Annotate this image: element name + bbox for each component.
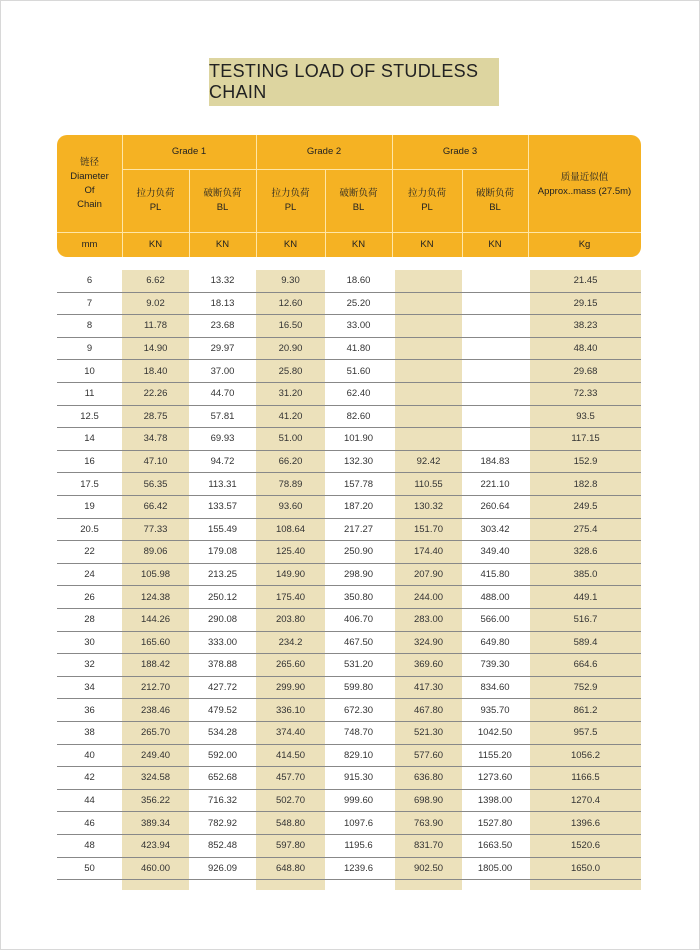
- table-row: [57, 451, 641, 474]
- g1-bl-header: 破断负荷 BL: [203, 188, 242, 213]
- table-row: [57, 812, 641, 835]
- cell-mass: 957.5: [573, 727, 598, 739]
- title-banner: [209, 58, 499, 106]
- cell-g2-pl: 93.60: [278, 501, 303, 513]
- cell-diameter: 38: [84, 727, 95, 739]
- cell-g3-bl: 649.80: [480, 636, 510, 648]
- cell-diameter: 34: [84, 682, 95, 694]
- cell-diameter: 19: [84, 501, 95, 513]
- cell-g2-pl: 374.40: [275, 727, 306, 739]
- cell-g1-bl: 782.92: [207, 817, 238, 829]
- cell-mass: 1520.6: [570, 840, 601, 852]
- cell-g1-bl: 479.52: [207, 704, 238, 716]
- cell-diameter: 50: [84, 862, 95, 874]
- cell-g3-pl: 130.32: [413, 501, 444, 513]
- cell-g3-pl: 763.90: [413, 817, 444, 829]
- cell-g1-pl: 22.26: [143, 388, 168, 400]
- table-row: [57, 564, 641, 587]
- cell-g2-bl: 531.20: [343, 659, 374, 671]
- table-row: [57, 677, 641, 700]
- cell-g2-bl: 51.60: [346, 365, 371, 377]
- cell-g1-pl: 188.42: [140, 659, 171, 671]
- cell-g2-bl: 599.80: [343, 682, 374, 694]
- cell-diameter: 16: [84, 456, 95, 468]
- cell-g2-pl: 16.50: [278, 320, 303, 332]
- cell-g3-pl: 369.60: [413, 659, 444, 671]
- cell-g1-bl: 716.32: [207, 795, 238, 807]
- cell-g1-pl: 34.78: [143, 433, 168, 445]
- unit-kn: KN: [420, 238, 434, 250]
- cell-mass: 249.5: [573, 501, 598, 513]
- cell-mass: 1396.6: [570, 817, 601, 829]
- cell-g2-pl: 457.70: [275, 772, 306, 784]
- cell-g2-pl: 25.80: [278, 365, 303, 377]
- cell-g2-pl: 41.20: [278, 410, 303, 422]
- cell-g2-pl: 336.10: [275, 704, 306, 716]
- cell-g2-bl: 157.78: [343, 478, 374, 490]
- cell-g1-pl: 212.70: [140, 682, 171, 694]
- cell-g2-bl: 1195.6: [344, 840, 373, 852]
- table-row: [57, 428, 641, 451]
- cell-g1-bl: 378.88: [207, 659, 238, 671]
- cell-diameter: 26: [84, 591, 95, 603]
- cell-g2-bl: 101.90: [343, 433, 374, 445]
- cell-g1-bl: 179.08: [207, 546, 238, 558]
- cell-g2-bl: 18.60: [346, 275, 371, 287]
- cell-g3-bl: [462, 315, 528, 337]
- cell-diameter: 9: [86, 343, 93, 355]
- cell-g1-bl: 333.00: [207, 636, 238, 648]
- cell-mass: 1166.5: [571, 772, 600, 784]
- cell-g1-pl: 165.60: [140, 636, 171, 648]
- cell-g2-pl: 203.80: [275, 614, 306, 626]
- cell-g2-pl: 502.70: [275, 795, 306, 807]
- cell-g2-pl: 175.40: [275, 591, 306, 603]
- cell-g2-bl: 467.50: [343, 636, 374, 648]
- cell-g1-bl: 852.48: [207, 840, 238, 852]
- cell-g2-bl: 915.30: [343, 772, 374, 784]
- cell-g2-bl: 829.10: [343, 749, 374, 761]
- cell-g3-bl: 566.00: [480, 614, 510, 626]
- cell-g1-bl: 250.12: [207, 591, 238, 603]
- cell-g3-pl: 110.55: [414, 478, 443, 490]
- cell-g3-bl: 1042.50: [477, 727, 513, 739]
- cell-g1-pl: 460.00: [140, 862, 171, 874]
- cell-g2-pl: 9.30: [281, 275, 300, 287]
- cell-mass: 385.0: [573, 569, 598, 581]
- cell-g1-bl: 652.68: [207, 772, 238, 784]
- cell-g2-pl: 66.20: [278, 456, 303, 468]
- cell-mass: 328.6: [573, 546, 598, 558]
- unit-kn: KN: [215, 238, 230, 250]
- cell-diameter: 40: [84, 749, 95, 761]
- cell-mass: 275.4: [573, 523, 598, 535]
- table-row: [57, 609, 641, 632]
- cell-g3-pl: [395, 406, 462, 428]
- cell-g1-bl: 57.81: [210, 410, 235, 422]
- table-row: [57, 270, 641, 293]
- cell-g3-bl: [462, 293, 528, 315]
- unit-kg: Kg: [578, 238, 591, 250]
- g2-pl-header: 拉力负荷 PL: [271, 188, 310, 213]
- cell-g1-bl: 29.97: [210, 343, 235, 355]
- cell-g3-pl: 174.40: [413, 546, 444, 558]
- cell-g3-bl: [462, 428, 528, 450]
- cell-g3-bl: 935.70: [480, 704, 510, 716]
- cell-g3-pl: 207.90: [413, 569, 444, 581]
- table-row: [57, 722, 641, 745]
- cell-g1-pl: 105.98: [140, 569, 171, 581]
- cell-g3-pl: 902.50: [413, 862, 444, 874]
- cell-mass: 516.7: [573, 614, 598, 626]
- cell-g1-pl: 324.58: [140, 772, 171, 784]
- cell-diameter: 46: [84, 817, 95, 829]
- cell-g3-bl: 1663.50: [477, 840, 513, 852]
- grade-2-header: Grade 2: [306, 146, 342, 158]
- unit-mm: mm: [81, 238, 98, 250]
- table-row: [57, 745, 641, 768]
- cell-g3-bl: 1805.00: [477, 862, 513, 874]
- cell-g2-pl: 108.64: [275, 523, 306, 535]
- unit-kn: KN: [488, 238, 502, 250]
- cell-g3-bl: [462, 270, 528, 292]
- table-row: [57, 767, 641, 790]
- cell-mass: 48.40: [573, 343, 598, 355]
- table-row: [57, 473, 641, 496]
- cell-g1-pl: 389.34: [140, 817, 171, 829]
- cell-diameter: 32: [84, 659, 95, 671]
- cell-g3-pl: 417.30: [413, 682, 444, 694]
- cell-g2-bl: 748.70: [343, 727, 374, 739]
- table-row: [57, 790, 641, 813]
- cell-diameter: 24: [84, 569, 95, 581]
- cell-g3-pl: 521.30: [413, 727, 444, 739]
- cell-g1-bl: 94.72: [210, 456, 235, 468]
- cell-mass: 93.5: [576, 410, 595, 422]
- cell-g3-bl: 184.83: [480, 456, 510, 468]
- cell-mass: 117.15: [571, 433, 600, 445]
- cell-g2-bl: 187.20: [343, 501, 374, 513]
- cell-diameter: 20.5: [80, 523, 99, 535]
- cell-g1-pl: 89.06: [143, 546, 168, 558]
- table-row: [57, 383, 641, 406]
- cell-g1-bl: 290.08: [207, 614, 238, 626]
- cell-mass: 589.4: [573, 636, 598, 648]
- cell-mass: 861.2: [573, 704, 598, 716]
- cell-g3-bl: [462, 360, 528, 382]
- cell-g1-pl: 144.26: [140, 614, 171, 626]
- cell-g1-pl: 18.40: [143, 365, 168, 377]
- cell-g3-pl: [395, 428, 462, 450]
- cell-g2-bl: 1239.6: [343, 862, 374, 874]
- cell-g2-bl: 25.20: [346, 297, 371, 309]
- cell-g3-bl: 488.00: [480, 591, 510, 603]
- cell-g3-pl: 92.42: [416, 456, 441, 468]
- cell-g3-bl: 303.42: [480, 523, 510, 535]
- cell-g1-pl: 423.94: [140, 840, 171, 852]
- cell-g1-pl: 14.90: [143, 343, 168, 355]
- cell-g1-pl: 9.02: [146, 297, 165, 309]
- cell-g3-pl: 324.90: [413, 636, 444, 648]
- cell-g2-bl: 62.40: [346, 388, 371, 400]
- cell-g3-bl: 1273.60: [477, 772, 513, 784]
- cell-g3-pl: 467.80: [413, 704, 444, 716]
- cell-g2-bl: 406.70: [343, 614, 374, 626]
- cell-diameter: 44: [84, 795, 95, 807]
- cell-g2-pl: 265.60: [275, 659, 306, 671]
- cell-mass: 1056.2: [570, 749, 601, 761]
- cell-g2-pl: 149.90: [275, 569, 306, 581]
- cell-diameter: 48: [84, 840, 95, 852]
- cell-mass: 29.68: [573, 365, 598, 377]
- cell-diameter: 42: [84, 772, 95, 784]
- cell-g2-pl: 414.50: [275, 749, 306, 761]
- cell-g3-pl: 698.90: [413, 795, 444, 807]
- cell-g3-bl: 1155.20: [478, 749, 512, 761]
- cell-g2-bl: 298.90: [343, 569, 374, 581]
- table-row: [57, 315, 641, 338]
- cell-g1-bl: 155.49: [207, 523, 238, 535]
- cell-g2-pl: 31.20: [278, 388, 303, 400]
- mass-header: 质量近似值 Approx..mass (27.5m): [537, 172, 632, 197]
- cell-g2-pl: 299.90: [275, 682, 306, 694]
- cell-g3-pl: [395, 315, 462, 337]
- cell-g1-bl: 113.31: [208, 478, 237, 490]
- cell-mass: 29.15: [573, 297, 598, 309]
- table-row: [57, 654, 641, 677]
- cell-mass: 38.23: [573, 320, 598, 332]
- cell-g3-pl: [395, 270, 462, 292]
- cell-diameter: 11: [84, 388, 95, 400]
- cell-g1-bl: 23.68: [210, 320, 235, 332]
- cell-g2-pl: 51.00: [278, 433, 303, 445]
- grade-3-header: Grade 3: [442, 146, 478, 158]
- cell-g3-pl: 831.70: [413, 840, 444, 852]
- cell-g3-pl: 244.00: [413, 591, 444, 603]
- cell-mass: 664.6: [573, 659, 598, 671]
- cell-g1-bl: 37.00: [210, 365, 235, 377]
- cell-g3-bl: 349.40: [480, 546, 510, 558]
- table-row: [57, 338, 641, 361]
- cell-mass: 72.33: [573, 388, 598, 400]
- diameter-header: 链径 Diameter Of Chain: [70, 157, 109, 210]
- cell-g3-bl: 834.60: [480, 682, 510, 694]
- table-row: [57, 360, 641, 383]
- cell-g3-bl: 1398.00: [477, 795, 513, 807]
- grade-1-header: Grade 1: [171, 146, 207, 158]
- cell-g1-pl: 28.75: [143, 410, 168, 422]
- cell-g1-bl: 926.09: [207, 862, 238, 874]
- cell-g3-bl: [462, 338, 528, 360]
- cell-g2-bl: 33.00: [346, 320, 371, 332]
- table-row: [57, 293, 641, 316]
- table-row: [57, 586, 641, 609]
- page-title: TESTING LOAD OF STUDLESS CHAIN: [209, 61, 479, 102]
- unit-kn: KN: [283, 238, 298, 250]
- cell-g1-pl: 11.78: [143, 320, 168, 332]
- cell-diameter: 12.5: [80, 410, 99, 422]
- cell-g1-bl: 44.70: [210, 388, 235, 400]
- cell-g2-bl: 350.80: [343, 591, 374, 603]
- table-row: [57, 541, 641, 564]
- cell-diameter: 10: [84, 365, 95, 377]
- table-header: [57, 135, 641, 257]
- cell-g1-pl: 124.38: [140, 591, 171, 603]
- table-row: [57, 858, 641, 881]
- cell-g1-pl: 56.35: [143, 478, 168, 490]
- cell-diameter: 8: [86, 320, 93, 332]
- cell-g2-pl: 78.89: [278, 478, 303, 490]
- cell-g2-pl: 20.90: [278, 343, 303, 355]
- table-row: [57, 406, 641, 429]
- cell-g3-pl: [395, 360, 462, 382]
- unit-kn: KN: [148, 238, 163, 250]
- cell-g2-pl: 597.80: [275, 840, 306, 852]
- cell-mass: 752.9: [573, 682, 598, 694]
- cell-g3-bl: 260.64: [480, 501, 510, 513]
- table-row: [57, 519, 641, 542]
- cell-g1-pl: 6.62: [146, 275, 165, 287]
- cell-g1-bl: 592.00: [207, 749, 238, 761]
- cell-g1-pl: 77.33: [143, 523, 168, 535]
- cell-g1-pl: 356.22: [140, 795, 171, 807]
- cell-g1-bl: 13.32: [210, 275, 235, 287]
- cell-g3-pl: [395, 338, 462, 360]
- cell-g3-bl: 415.80: [480, 569, 510, 581]
- cell-g2-pl: 648.80: [275, 862, 306, 874]
- cell-g3-bl: 739.30: [480, 659, 510, 671]
- cell-g2-bl: 82.60: [346, 410, 371, 422]
- cell-g3-bl: [462, 406, 528, 428]
- table-row: [57, 632, 641, 655]
- cell-g1-bl: 427.72: [207, 682, 238, 694]
- cell-g1-pl: 249.40: [140, 749, 171, 761]
- cell-diameter: 28: [84, 614, 95, 626]
- cell-g3-pl: 283.00: [413, 614, 444, 626]
- cell-g2-pl: 234.2: [278, 636, 303, 648]
- cell-mass: 1270.4: [570, 795, 601, 807]
- cell-g1-bl: 534.28: [207, 727, 238, 739]
- cell-g1-bl: 18.13: [210, 297, 235, 309]
- cell-mass: 1650.0: [570, 862, 601, 874]
- table-row: [57, 496, 641, 519]
- cell-mass: 182.8: [573, 478, 598, 490]
- cell-diameter: 17.5: [80, 478, 99, 490]
- cell-g2-bl: 672.30: [343, 704, 374, 716]
- cell-g3-bl: 221.10: [480, 478, 510, 490]
- cell-g3-pl: [395, 293, 462, 315]
- cell-g2-bl: 999.60: [343, 795, 374, 807]
- cell-diameter: 6: [86, 275, 93, 287]
- cell-g2-bl: 217.27: [343, 523, 374, 535]
- cell-g1-bl: 133.57: [207, 501, 238, 513]
- cell-g2-bl: 250.90: [343, 546, 374, 558]
- cell-g2-bl: 41.80: [346, 343, 371, 355]
- g2-bl-header: 破断负荷 BL: [339, 188, 378, 213]
- g3-bl-header: 破断负荷 BL: [475, 188, 514, 213]
- cell-g3-pl: [395, 383, 462, 405]
- cell-g1-pl: 47.10: [143, 456, 168, 468]
- cell-diameter: 30: [84, 636, 95, 648]
- table-row: [57, 699, 641, 722]
- cell-mass: 152.9: [573, 456, 598, 468]
- cell-g1-pl: 238.46: [140, 704, 171, 716]
- cell-diameter: 22: [84, 546, 95, 558]
- cell-g2-bl: 132.30: [343, 456, 374, 468]
- cell-mass: 21.45: [573, 275, 598, 287]
- cell-diameter: 14: [84, 433, 95, 445]
- cell-g3-pl: 577.60: [413, 749, 444, 761]
- cell-g3-pl: 636.80: [413, 772, 444, 784]
- g1-pl-header: 拉力负荷 PL: [136, 188, 175, 213]
- cell-mass: 449.1: [573, 591, 598, 603]
- cell-g3-bl: [462, 383, 528, 405]
- unit-kn: KN: [351, 238, 366, 250]
- cell-diameter: 7: [86, 297, 93, 309]
- g3-pl-header: 拉力负荷 PL: [407, 188, 446, 213]
- cell-g1-pl: 265.70: [140, 727, 171, 739]
- cell-g1-pl: 66.42: [143, 501, 168, 513]
- cell-g1-bl: 213.25: [207, 569, 238, 581]
- cell-g1-bl: 69.93: [210, 433, 235, 445]
- cell-g2-bl: 1097.6: [343, 817, 374, 829]
- cell-g2-pl: 125.40: [275, 546, 306, 558]
- table-row: [57, 835, 641, 858]
- cell-g2-pl: 12.60: [278, 297, 303, 309]
- cell-g3-bl: 1527.80: [477, 817, 513, 829]
- cell-g2-pl: 548.80: [275, 817, 306, 829]
- cell-g3-pl: 151.70: [413, 523, 444, 535]
- cell-diameter: 36: [84, 704, 95, 716]
